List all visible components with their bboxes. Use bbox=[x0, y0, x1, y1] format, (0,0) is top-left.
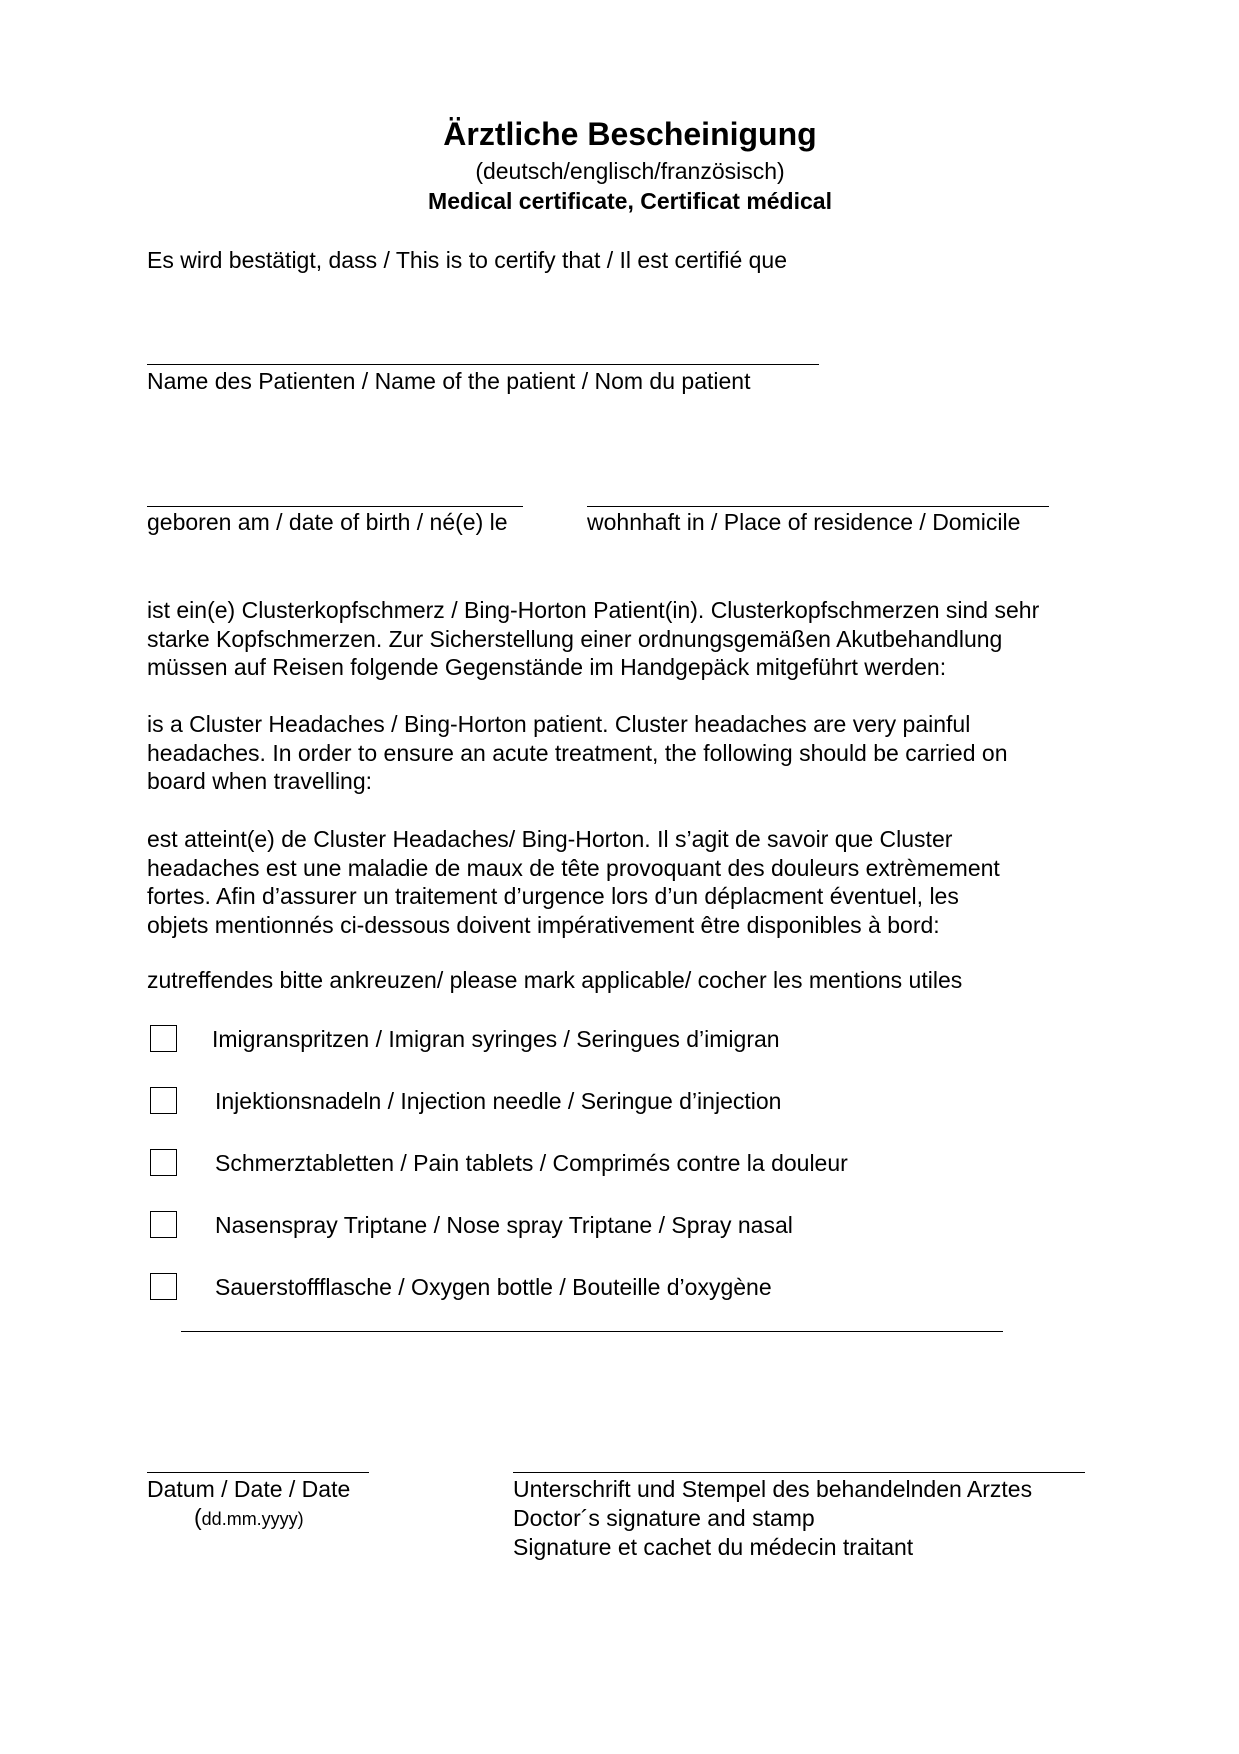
paragraph-line: starke Kopfschmerzen. Zur Sicherstellung einer ordnungsgemäßen Akutbehandlung bbox=[147, 625, 1003, 652]
paragraph-line: is a Cluster Headaches / Bing-Horton patient. Cluster headaches are very painful bbox=[147, 711, 971, 737]
date-format: dd.mm.yyyy) bbox=[201, 1509, 304, 1529]
checkbox-oxygen-bottle[interactable] bbox=[150, 1273, 177, 1300]
paragraph-line: headaches est une maladie de maux de tête provoquant des douleurs extrèmement bbox=[147, 854, 1000, 881]
patient-name-label: Name des Patienten / Name of the patient / Nom du patient bbox=[147, 368, 751, 394]
paragraph-line: fortes. Afin d’assurer un traitement d’urgence lors d’un déplacment éventuel, les bbox=[147, 883, 959, 909]
paragraph-line: est atteint(e) de Cluster Headaches/ Bing-Horton. Il s’agit de savoir que Cluster bbox=[147, 826, 953, 852]
date-label: Datum / Date / Date bbox=[147, 1476, 351, 1502]
signature-label-en: Doctor´s signature and stamp bbox=[513, 1505, 815, 1531]
paragraph-line: headaches. In order to ensure an acute treatment, the following should be carried on bbox=[147, 739, 1008, 766]
checklist-item-label: Schmerztabletten / Pain tablets / Comprimés contre la douleur bbox=[215, 1150, 848, 1176]
paragraph-line: objets mentionnés ci-dessous doivent impérativement être disponibles à bord: bbox=[147, 911, 940, 938]
paragraph-line: ist ein(e) Clusterkopfschmerz / Bing-Horton Patient(in). Clusterkopfschmerzen sind sehr bbox=[147, 597, 1040, 623]
checklist-item-label: Nasenspray Triptane / Nose spray Triptane / Spray nasal bbox=[215, 1212, 793, 1238]
residence-label: wohnhaft in / Place of residence / Domicile bbox=[587, 509, 1021, 535]
checklist-item-label: Sauerstoffflasche / Oxygen bottle / Bouteille d’oxygène bbox=[215, 1274, 772, 1300]
additional-items-line[interactable] bbox=[181, 1331, 1003, 1332]
document-subtitle: Medical certificate, Certificat médical bbox=[428, 188, 832, 214]
date-format-paren: ( bbox=[194, 1504, 202, 1530]
paragraph-line: board when travelling: bbox=[147, 768, 373, 794]
checklist-item-label: Injektionsnadeln / Injection needle / Seringue d’injection bbox=[215, 1088, 782, 1114]
checkbox-injection-needle[interactable] bbox=[150, 1087, 177, 1114]
paragraph-english bbox=[147, 710, 1127, 796]
signature-line[interactable] bbox=[513, 1472, 1085, 1473]
document-title: Ärztliche Bescheinigung bbox=[443, 116, 817, 152]
signature-label-fr: Signature et cachet du médecin traitant bbox=[513, 1534, 914, 1560]
document-languages: (deutsch/englisch/französisch) bbox=[475, 158, 785, 184]
checklist-item-label: Imigranspritzen / Imigran syringes / Seringues d’imigran bbox=[212, 1026, 780, 1052]
checkbox-pain-tablets[interactable] bbox=[150, 1149, 177, 1176]
date-format-hint bbox=[194, 1504, 304, 1531]
residence-line[interactable] bbox=[587, 506, 1049, 507]
checkbox-nose-spray[interactable] bbox=[150, 1211, 177, 1238]
signature-label-de: Unterschrift und Stempel des behandelnden Arztes bbox=[513, 1476, 1033, 1502]
checkbox-imigran-syringes[interactable] bbox=[150, 1025, 177, 1052]
checklist-instruction: zutreffendes bitte ankreuzen/ please mark applicable/ cocher les mentions utiles bbox=[147, 967, 963, 993]
paragraph-french bbox=[147, 825, 1127, 939]
date-line[interactable] bbox=[147, 1472, 369, 1473]
dob-label: geboren am / date of birth / né(e) le bbox=[147, 509, 508, 535]
intro-text: Es wird bestätigt, dass / This is to certify that / Il est certifié que bbox=[147, 247, 788, 273]
paragraph-german bbox=[147, 596, 1127, 682]
paragraph-line: müssen auf Reisen folgende Gegenstände im Handgepäck mitgeführt werden: bbox=[147, 654, 947, 680]
dob-line[interactable] bbox=[147, 506, 523, 507]
patient-name-line[interactable] bbox=[147, 364, 819, 365]
